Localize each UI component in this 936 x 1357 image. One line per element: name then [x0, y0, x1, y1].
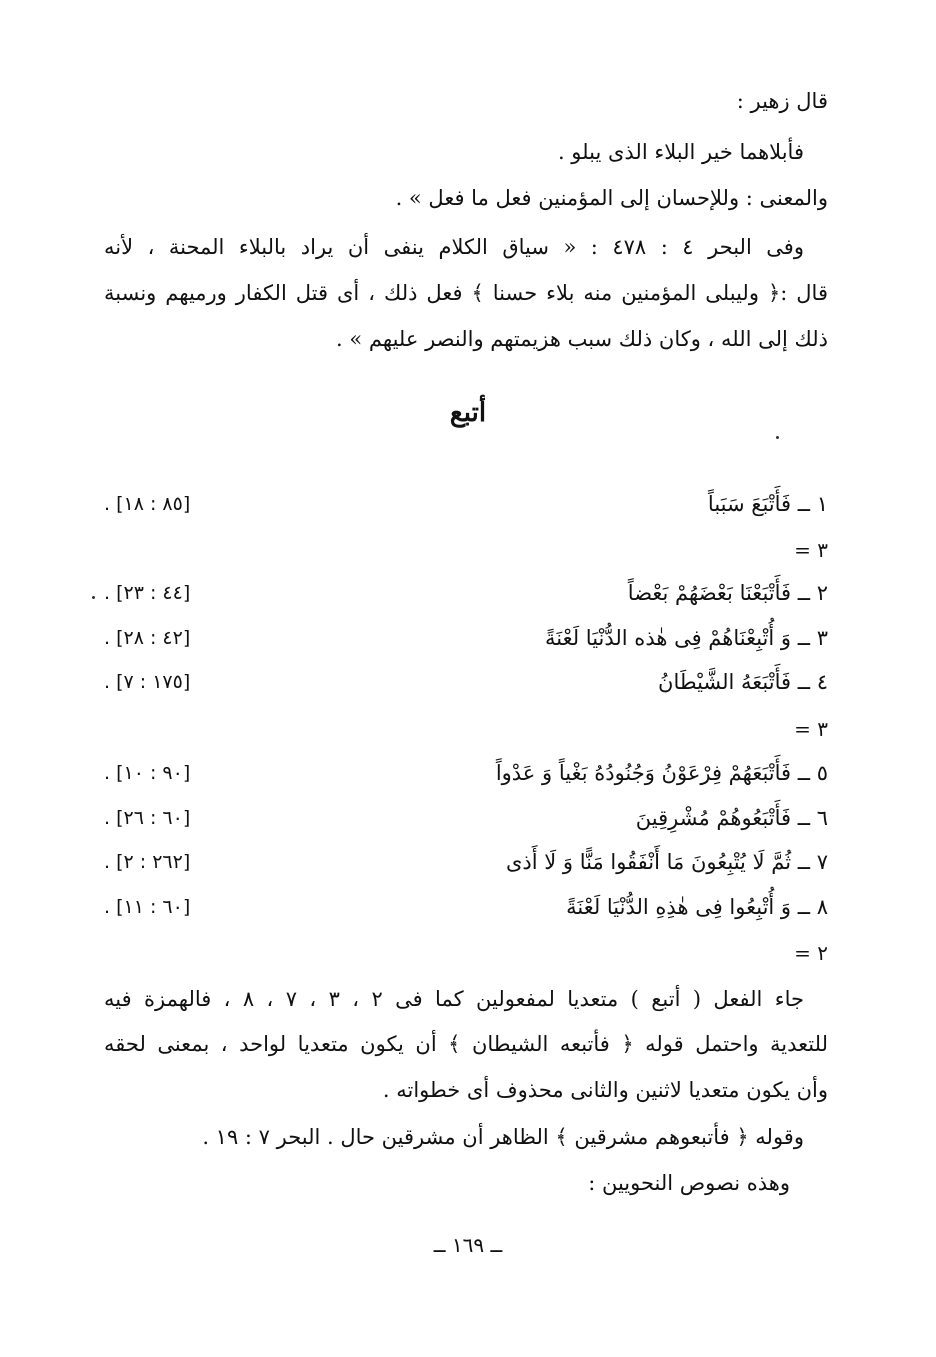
verse-4-ref: . [١٧٥ : ٧] [104, 671, 191, 693]
closing-line-1: جاء الفعل ( أتبع ) متعديا لمفعولين كما فى ٢ ، ٣ ، ٧ ، ٨ ، فالهمزة فيه [104, 987, 804, 1011]
verse-5-ref: . [٩٠ : ١٠] [104, 762, 191, 784]
verse-6-ref: . [٦٠ : ٢٦] [104, 807, 191, 829]
closing-line-5: وهذه نصوص النحويين : [588, 1171, 790, 1195]
verse-1-text: ١ ــ فَأَتْبَعَ سَبَباً [707, 492, 828, 516]
intro-line-6: ذلك إلى الله ، وكان ذلك سبب هزيمتهم والنصر عليهم » . [336, 327, 828, 351]
intro-line-3: والمعنى : وللإحسان إلى المؤمنين فعل ما فعل » . [395, 186, 828, 210]
verse-4-text: ٤ ــ فَأَتْبَعَهُ الشَّيْطَانُ [658, 670, 828, 694]
verse-3-ref: . [٤٢ : ٢٨] [104, 627, 191, 649]
intro-line-5: قال :﴿ وليبلى المؤمنين منه بلاء حسنا ﴾ فعل ذلك ، أى قتل الكفار ورميهم ونسبة [104, 281, 828, 305]
verse-6-text: ٦ ــ فَأَتْبَعُوهُمْ مُشْرِقِينَ [635, 806, 828, 830]
page-number: ــ ١٦٩ ــ [433, 1233, 503, 1257]
count-2: ٣ = [794, 717, 828, 741]
closing-line-3: وأن يكون متعديا لاثنين والثانى محذوف أى خطواته . [382, 1078, 828, 1102]
verse-8-text: ٨ ــ وَ أُتْبِعُوا فِى هٰذِهِ الدُّنْيَا لَعْنَةً [566, 895, 828, 919]
count-1: ٣ = [794, 538, 828, 562]
verse-2-text: ٢ ــ فَأَتْبَعْنَا بَعْضَهُمْ بَعْضاً [627, 581, 828, 605]
verse-1-ref: . [٨٥ : ١٨] [104, 493, 191, 515]
verse-5-text: ٥ ــ فَأَتْبَعَهُمْ فِرْعَوْنُ وَجُنُودُهُ بَغْياً وَ عَدْواً [495, 761, 828, 785]
closing-line-2: للتعدية واحتمل قوله ﴿ فأتبعه الشيطان ﴾ أن يكون متعديا لواحد ، بمعنى لحقه [104, 1032, 828, 1056]
print-speck [776, 436, 779, 439]
intro-line-4: وفى البحر ٤ : ٤٧٨ : « سياق الكلام ينفى أن يراد بالبلاء المحنة ، لأنه [104, 235, 804, 259]
intro-line-2: فأبلاهما خير البلاء الذى يبلو . [557, 140, 804, 164]
section-heading: أتبع [449, 398, 487, 428]
closing-line-4: وقوله ﴿ فأتبعوهم مشرقين ﴾ الظاهر أن مشرقين حال . البحر ٧ : ١٩ . [202, 1125, 804, 1149]
print-speck [92, 596, 95, 599]
count-3: ٢ = [794, 941, 828, 965]
verse-2-ref: . [٤٤ : ٢٣] [104, 582, 191, 604]
verse-7-text: ٧ ــ ثُمَّ لَا يُتْبِعُونَ مَا أَنْفَقُوا مَنًّا وَ لَا أَذى [505, 850, 828, 874]
verse-3-text: ٣ ــ وَ أُتْبِعْنَاهُمْ فِى هٰذه الدُّنْيَا لَعْنَةً [545, 626, 828, 650]
verse-7-ref: . [٢٦٢ : ٢] [104, 851, 191, 873]
verse-8-ref: . [٦٠ : ١١] [104, 896, 191, 918]
intro-line-1: قال زهير : [736, 89, 828, 113]
